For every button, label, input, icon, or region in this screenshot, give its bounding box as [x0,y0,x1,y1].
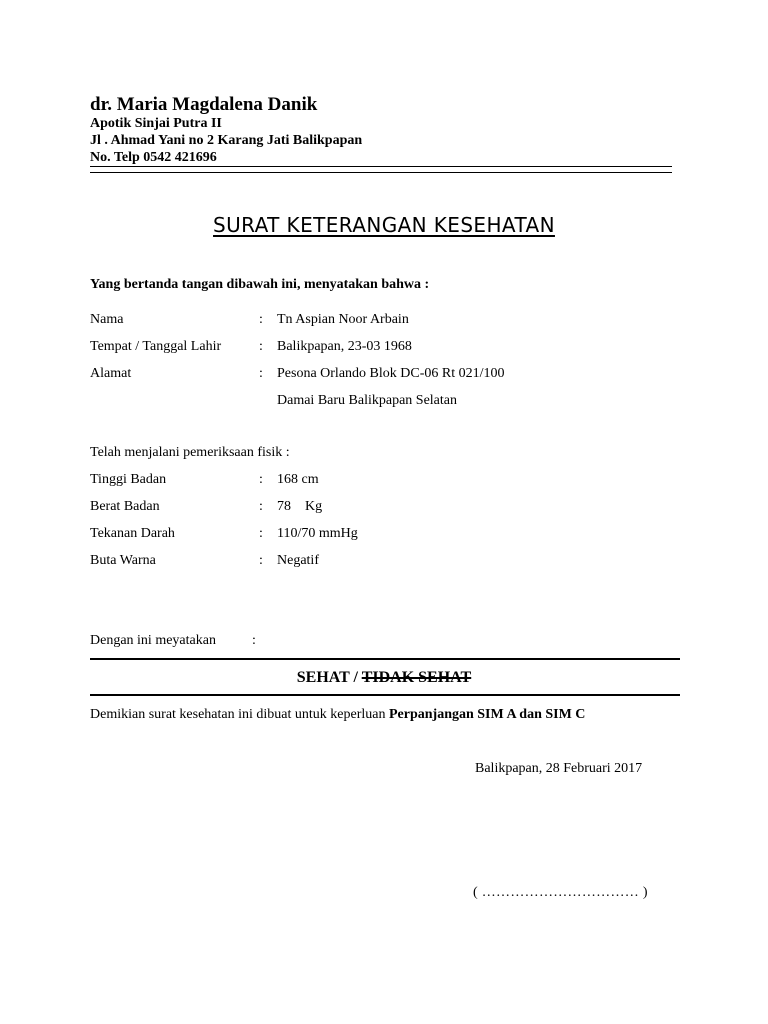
colon: : [259,366,263,381]
health-result [0,669,768,687]
doctor-name: dr. Maria Magdalena Danik [90,94,318,115]
pharmacy-address: Jl . Ahmad Yani no 2 Karang Jati Balikpapan [90,133,363,148]
value-blood-pressure: 110/70 mmHg [277,526,358,541]
colon: : [259,526,263,541]
result-top-rule [90,658,680,660]
intro-statement: Yang bertanda tangan dibawah ini, menyatakan bahwa : [90,277,430,292]
label-birth: Tempat / Tanggal Lahir [90,339,222,354]
purpose-statement [90,707,585,723]
value-address-line2: Damai Baru Balikpapan Selatan [277,393,457,408]
purpose-text: Demikian surat kesehatan ini dibuat untuk keperluan [90,707,389,722]
colon: : [252,633,256,648]
value-birth: Balikpapan, 23-03 1968 [277,339,412,354]
pharmacy-phone: No. Telp 0542 421696 [90,150,217,165]
header-divider [90,166,672,173]
colon: : [259,312,263,327]
label-color-blindness: Buta Warna [90,553,156,568]
result-not-healthy-struck: TIDAK SEHAT [361,669,472,686]
purpose-bold: Perpanjangan SIM A dan SIM C [388,707,586,722]
result-healthy: SEHAT / [296,669,362,686]
label-blood-pressure: Tekanan Darah [90,526,175,541]
value-address: Pesona Orlando Blok DC-06 Rt 021/100 [277,366,505,381]
place-date: Balikpapan, 28 Februari 2017 [475,761,643,776]
label-weight: Berat Badan [90,499,160,514]
label-name: Nama [90,312,124,327]
colon: : [259,339,263,354]
label-height: Tinggi Badan [90,472,167,487]
value-color-blindness: Negatif [277,553,319,568]
value-weight: 78 Kg [277,499,323,514]
colon: : [259,472,263,487]
pharmacy-name: Apotik Sinjai Putra II [90,116,222,131]
colon: : [259,553,263,568]
value-name: Tn Aspian Noor Arbain [277,312,409,327]
result-bottom-rule [90,694,680,696]
document-title: SURAT KETERANGAN KESEHATAN [213,213,555,237]
signature-line: ( …………………………… ) [473,885,648,900]
label-address: Alamat [90,366,132,381]
exam-intro: Telah menjalani pemeriksaan fisik : [90,445,290,460]
value-height: 168 cm [277,472,319,487]
declaration-label: Dengan ini meyatakan [90,633,216,648]
colon: : [259,499,263,514]
